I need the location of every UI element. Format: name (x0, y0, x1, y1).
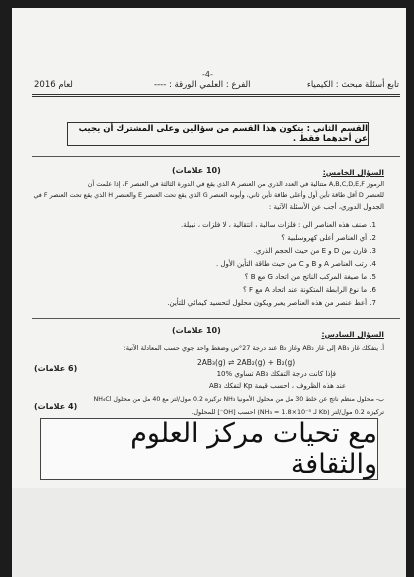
q5-item: 3. قارن بين D و E من حيث الحجم الذري. (253, 247, 376, 255)
header-rule-2 (32, 96, 400, 97)
q5-intro-line-3: الجدول الدوري، أجب عن الأسئلة الآتية : (268, 203, 384, 211)
q5-intro-line-2: للعنصر D أقل طاقة تأين أول وأعلى طاقة تأين ثاني، وأيونه العنصر G الذي يقع تحت العنصر E والعنصر H الذي يقع تحت العنصر F في (33, 191, 384, 199)
exam-header (34, 80, 399, 94)
banner-text: مع تحيات مركز العلوم والثقافة (130, 418, 377, 480)
q6-marks: (10 علامات) (172, 326, 221, 335)
q6-part-a-line-1: أ. يتفكك غاز AB₃ إلى غاز AB₂ وغاز B₂ عند درجة 27°س وضغط واحد جوي حسب المعادلة الآتية: (123, 344, 384, 352)
exam-page (12, 8, 406, 577)
q5-item: 4. رتب العناصر A و B و C من حيث طاقة التأين الأول . (215, 260, 376, 268)
q5-intro-line-1: الرموز A,B,C,D,E,F متتالية في العدد الذري من العنصر A الذي يقع في الدورة الثالثة في العنصر F، إذا علمت أن (87, 180, 384, 188)
q5-item: 2. أي العناصر أعلى كهروسلبية ؟ (281, 234, 376, 242)
q5-item: 7. أعط عنصر من هذه العناصر يعبر ويكون محلول لتحسيد كيمائي للتأين. (167, 299, 376, 307)
section-title-box (67, 122, 369, 146)
q6-part-a-line-4: عند هذه الظروف ، احسب قيمة Kp لتفكك AB₃ (208, 382, 346, 390)
page-number: -4- (202, 70, 213, 79)
q6-part-a-line-3: فإذا كانت درجة التفكك AB₃ تساوي %10 (216, 370, 336, 378)
header-rule (32, 94, 400, 95)
q5-item: 1. صنف هذه العناصر الى : فلزات سالبة ، انتقالية ، لا فلزات ، نبيلة. (181, 221, 376, 229)
paper-bottom-area (12, 488, 406, 577)
q6-part-b-marks: (4 علامات) (34, 402, 78, 411)
header-year: لعام 2016 (34, 80, 73, 90)
q6-equation: 2AB₃(g) ⇌ 2AB₂(g) + B₂(g) (197, 358, 296, 367)
section-title: القسم الثاني : يتكون هذا القسم من سؤالين وعلى المشترك أن يجيب عن أحدهما فقط . (78, 124, 368, 144)
q5-items (76, 221, 376, 312)
q6-part-b-line-2: تركيزه 0.2 مول/لتر (Kb لـ NH₃ = 1.8×10⁻⁵) احسب [OH⁻] للمحلول. (191, 408, 384, 416)
q5-item: 6. ما نوع الرابطة المتكونة عند اتحاد A مع F ؟ (243, 286, 376, 294)
divider (32, 156, 400, 157)
q5-item: 5. ما صيغة المركب الناتج من اتحاد G مع B ؟ (244, 273, 376, 281)
q6-heading: السؤال السادس: (321, 330, 384, 339)
q6-part-b-line-1: ب- محلول منظم ناتج عن خلط 30 مل من محلول الأمونيا NH₃ تركيزه 0.2 مول/لتر مع 40 مل من محلول NH₄Cl (93, 396, 384, 403)
q5-marks: (10 علامات) (172, 166, 221, 175)
header-branch: الفرع : العلمي الورقة : ---- (154, 80, 251, 90)
divider (32, 318, 400, 319)
header-subject: تابع أسئلة مبحث : الكيمياء (306, 80, 399, 90)
q5-heading: السؤال الخامس: (322, 168, 384, 177)
watermark-banner (40, 418, 378, 480)
q6-part-a-marks: (6 علامات) (34, 364, 78, 373)
